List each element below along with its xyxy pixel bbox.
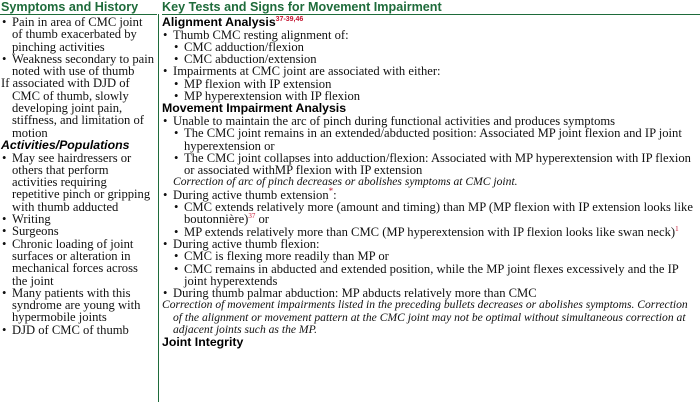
extension-sub-tail: or: [255, 212, 269, 227]
symptoms-list: [1, 16, 155, 77]
symptom-item: • Pain in area of CMC joint of thumb exacerbated by pinching activities: [1, 16, 155, 53]
activities-list: [1, 152, 155, 336]
extension-ref: 37: [248, 212, 256, 221]
alignment-ref: 37-39,46: [275, 15, 304, 23]
activity-item: • DJD of CMC of thumb: [1, 324, 155, 336]
extension-item: • During active thumb extension*:: [162, 189, 698, 201]
extension-list: [162, 185, 698, 301]
activity-item: • Writing: [1, 213, 155, 225]
alignment-heading-text: Alignment Analysis: [162, 15, 276, 29]
alignment-subitem: • CMC abduction/extension: [162, 53, 698, 65]
symptoms-column: [1, 16, 155, 336]
activity-item: • May see hairdressers or others that perform activities requiring repetitive pinch or gripping with thumb adducted: [1, 152, 155, 213]
symptoms-history-header: Symptoms and History: [1, 0, 139, 14]
extension-sub-text: MP extends relatively more than CMC (MP hyperextension with IP flexion looks like swan neck): [184, 224, 676, 239]
movement-list: [162, 115, 698, 176]
extension-subitem: [162, 201, 698, 226]
joint-integrity-heading: Joint Integrity: [162, 335, 244, 350]
flexion-subitem: • CMC is flexing more readily than MP or: [162, 250, 698, 262]
activities-heading: Activities/Populations: [1, 137, 130, 152]
pinch-note: Correction of arc of pinch decreases or abolishes symptoms at CMC joint.: [173, 175, 518, 189]
activity-item: • Chronic loading of joint surfaces or alteration in mechanical forces across the joint: [1, 238, 155, 287]
alignment-list: [162, 29, 698, 103]
djd-paragraph: If associated with DJD of CMC of thumb, slowly developing joint pain, stiffness, and limitation of motion: [1, 76, 144, 140]
extension-text: During active thumb extension: [173, 187, 329, 202]
correction-note: Correction of movement impairments listed in the preceding bullets decreases or abolishes symptoms. Correction of the alignment or movement pattern at the CMC joint may not be optimal without simultaneous correction at adjacent joints such as the MP.: [162, 298, 688, 337]
alignment-subitem: • MP flexion with IP extension: [162, 78, 698, 90]
alignment-subitem: • MP hyperextension with IP flexion: [162, 90, 698, 102]
extension-star: *: [328, 185, 334, 196]
extension-sub-text: CMC extends relatively more (amount and timing) than MP (MP flexion with IP extension looks like boutonnière): [184, 200, 693, 227]
pinch-subitem: • The CMC joint remains in an extended/abducted position: Associated MP joint flexion and IP joint hyperextension or: [162, 127, 698, 152]
alignment-heading: [162, 16, 698, 29]
column-divider: [158, 14, 159, 402]
key-tests-column: [162, 16, 698, 349]
activity-item: • Many patients with this syndrome are young with hypermobile joints: [1, 287, 155, 324]
flexion-item: • During active thumb flexion:: [162, 238, 698, 250]
alignment-subitem: • CMC adduction/flexion: [162, 41, 698, 53]
alignment-item: • Thumb CMC resting alignment of:: [162, 29, 698, 41]
extension-ref: 1: [675, 224, 679, 233]
alignment-item: • Impairments at CMC joint are associated with either:: [162, 65, 698, 77]
symptom-item: • Weakness secondary to pain noted with use of thumb: [1, 53, 155, 78]
movement-heading: Movement Impairment Analysis: [162, 101, 347, 116]
activity-item: • Surgeons: [1, 225, 155, 237]
pinch-subitem: • The CMC joint collapses into adduction/flexion: Associated with MP hyperextension with IP flexion or associated withMP flexion with IP extension: [162, 152, 698, 177]
key-tests-header: Key Tests and Signs for Movement Impairment: [162, 0, 442, 14]
palmar-item: • During thumb palmar abduction: MP abducts relatively more than CMC: [162, 287, 698, 299]
flexion-subitem: • CMC remains in abducted and extended position, while the MP joint flexes excessively and the IP joint hyperextends: [162, 263, 698, 288]
pinch-item: • Unable to maintain the arc of pinch during functional activities and produces symptoms: [162, 115, 698, 127]
